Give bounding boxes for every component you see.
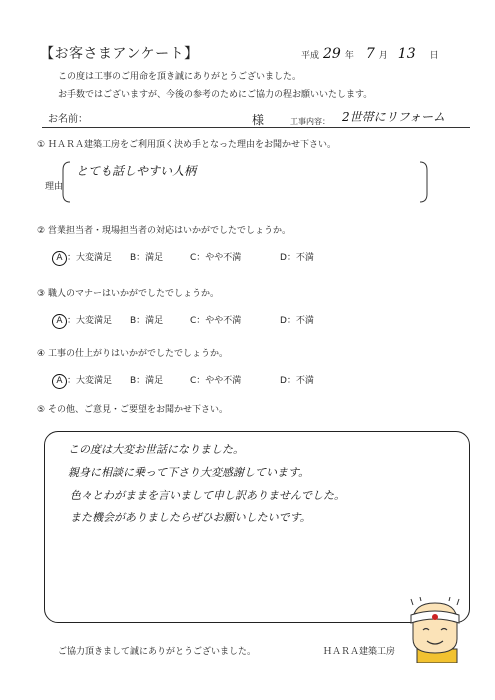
choice-d[interactable]: D：不満 xyxy=(280,316,314,326)
question-4-choices xyxy=(52,374,314,389)
question-3-choices xyxy=(52,314,314,329)
comment-line-4: また機会がありましたらぜひお願いしたいです。 xyxy=(70,511,311,524)
date-year-label: 年 xyxy=(344,51,354,61)
comment-line-3: 色々とわがままを言いまして申し訳ありませんでした。 xyxy=(70,489,345,502)
question-1-text: ＨＡＲＡ建築工房をご利用頂く決め手となった理由をお聞かせ下さい。 xyxy=(47,140,336,150)
question-4-number: ④ xyxy=(37,349,46,359)
date-day-label: 日 xyxy=(429,51,439,61)
name-label: お名前： xyxy=(48,114,88,125)
survey-title: 【お客さまアンケート】 xyxy=(40,46,199,62)
question-1-number: ① xyxy=(37,140,46,150)
comment-box xyxy=(44,431,470,623)
choice-a-selected[interactable]: A xyxy=(52,314,67,329)
question-2-number: ② xyxy=(37,226,46,236)
reason-answer: とても話しやすい人柄 xyxy=(76,164,197,178)
reason-bracket-right xyxy=(418,160,430,204)
intro-line-1: この度は工事のご用命を頂き誠にありがとうございました。 xyxy=(58,72,302,82)
date-month-label: 月 xyxy=(378,51,388,61)
survey-date xyxy=(301,46,439,62)
question-3-text: 職人のマナーはいかがでしたでしょうか。 xyxy=(47,289,219,299)
reason-bracket-left xyxy=(60,160,72,204)
choice-a-text: ：大変満足 xyxy=(67,316,113,326)
question-3-number: ③ xyxy=(37,289,46,299)
question-5-number: ⑤ xyxy=(37,405,46,415)
honorific: 様 xyxy=(252,113,265,127)
date-era: 平成 xyxy=(301,51,320,61)
choice-c[interactable]: C：やや不満 xyxy=(190,316,242,326)
choice-d[interactable]: D：不満 xyxy=(280,253,314,263)
choice-a-selected[interactable]: A xyxy=(52,251,67,266)
choice-b[interactable]: B：満足 xyxy=(130,316,164,326)
question-1 xyxy=(37,139,336,151)
intro-line-2: お手数ではございますが、今後の参考のためにご協力の程お願いいたします。 xyxy=(58,90,373,100)
question-4 xyxy=(37,348,228,360)
question-2-choices xyxy=(52,251,314,266)
question-5 xyxy=(37,404,228,416)
footer-thanks: ご協力頂きまして誠にありがとうございました。 xyxy=(58,647,257,657)
work-content-label: 工事内容： xyxy=(290,117,330,126)
footer-company: ＨＡＲＡ建築工房 xyxy=(323,647,396,657)
choice-b[interactable]: B：満足 xyxy=(130,376,164,386)
comment-line-2: 親身に相談に乗って下さり大変感謝しています。 xyxy=(68,466,310,479)
date-month: 7 xyxy=(365,46,375,62)
work-content-value: 2世帯にリフォーム xyxy=(342,110,446,124)
question-5-text: その他、ご意見・ご要望をお聞かせ下さい。 xyxy=(47,405,228,415)
choice-a-text: ：大変満足 xyxy=(67,376,113,386)
question-2 xyxy=(37,225,291,237)
choice-d[interactable]: D：不満 xyxy=(280,376,314,386)
date-year: 29 xyxy=(323,46,341,62)
date-day: 13 xyxy=(397,46,416,62)
mascot-illustration xyxy=(403,597,467,663)
question-4-text: 工事の仕上がりはいかがでしたでしょうか。 xyxy=(47,349,228,359)
question-2-text: 営業担当者・現場担当者の対応はいかがでしたでしょうか。 xyxy=(47,226,291,236)
comment-line-1: この度は大変お世話になりました。 xyxy=(68,443,244,456)
choice-b[interactable]: B：満足 xyxy=(130,253,164,263)
choice-a-text: ：大変満足 xyxy=(67,253,113,263)
reason-label: 理由 xyxy=(45,182,64,192)
choice-a-selected[interactable]: A xyxy=(52,374,67,389)
question-3 xyxy=(37,288,219,300)
choice-c[interactable]: C：やや不満 xyxy=(190,376,242,386)
choice-c[interactable]: C：やや不満 xyxy=(190,253,242,263)
name-underline xyxy=(42,127,470,128)
